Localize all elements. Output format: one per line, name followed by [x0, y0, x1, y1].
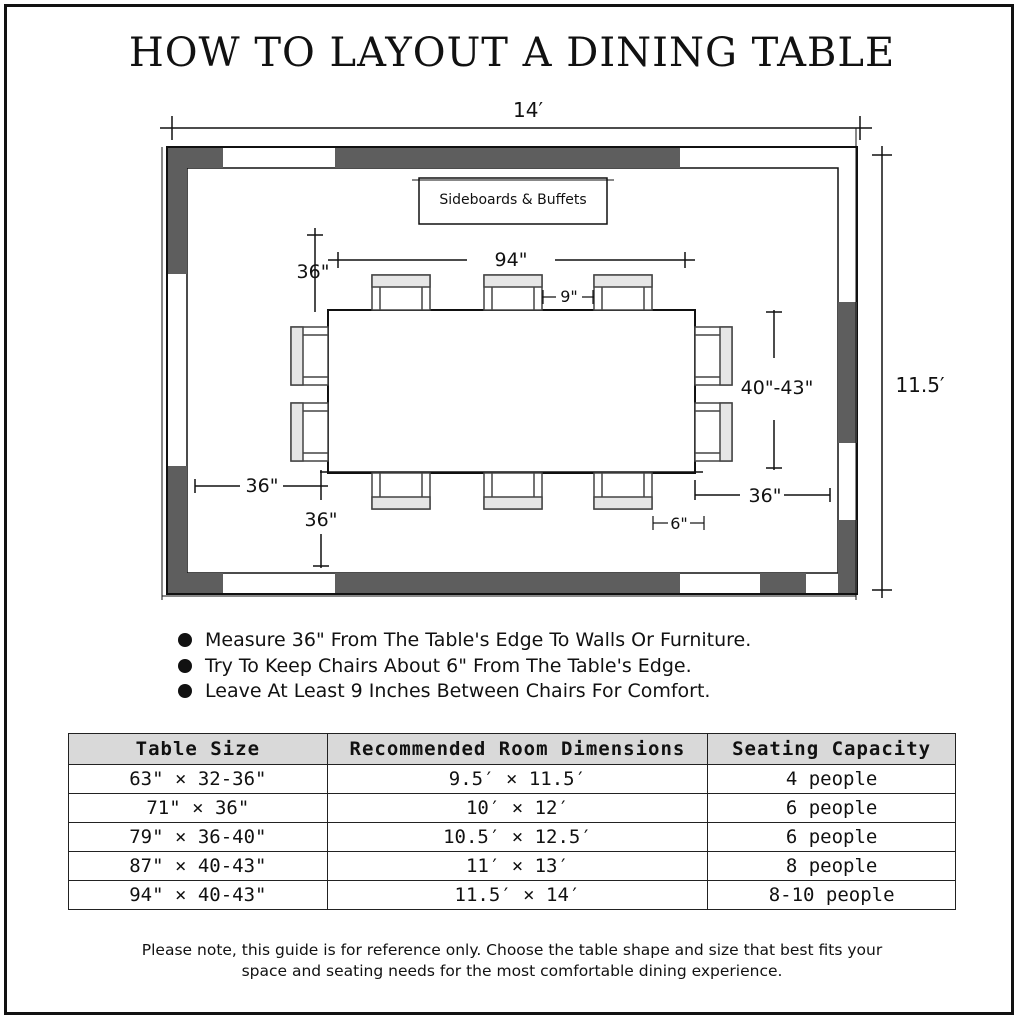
chair [695, 403, 732, 461]
sideboard-label: Sideboards & Buffets [439, 192, 587, 208]
disclaimer-note [60, 940, 964, 982]
tip-item [178, 679, 751, 705]
chair [372, 275, 430, 310]
wall-segment [838, 302, 857, 443]
table-cell: 4 people [708, 765, 956, 794]
chair [484, 275, 542, 310]
table-row [69, 794, 956, 823]
header-seating-capacity: Seating Capacity [708, 734, 956, 765]
wall-segment [838, 520, 857, 593]
chair [291, 327, 328, 385]
bullet-icon [178, 684, 192, 698]
wall-segment [335, 573, 680, 593]
tip-item [178, 654, 751, 680]
table-cell: 10′ × 12′ [327, 794, 708, 823]
clearance-bottom-label: 36" [304, 509, 338, 531]
tip-item [178, 628, 751, 654]
room-width-label: 14′ [513, 98, 543, 122]
clearance-top-label: 36" [296, 261, 330, 283]
bullet-icon [178, 659, 192, 673]
wall-segment [335, 148, 680, 168]
tips-list [178, 628, 751, 705]
table-cell: 9.5′ × 11.5′ [327, 765, 708, 794]
header-room-dimensions: Recommended Room Dimensions [327, 734, 708, 765]
table-cell: 79" × 36-40" [69, 823, 328, 852]
wall-segment [168, 466, 187, 593]
wall-segment [168, 148, 187, 274]
table-cell: 11.5′ × 14′ [327, 881, 708, 910]
dining-table [328, 310, 695, 473]
chair [594, 473, 652, 509]
table-cell: 63" × 32-36" [69, 765, 328, 794]
note-line-2: space and seating needs for the most comfortable dining experience. [241, 962, 783, 980]
size-table [68, 733, 956, 910]
page-title: HOW TO LAYOUT A DINING TABLE [128, 30, 896, 76]
chair [291, 403, 328, 461]
table-cell: 11′ × 13′ [327, 852, 708, 881]
table-cell: 87" × 40-43" [69, 852, 328, 881]
table-width-label: 40"-43" [740, 377, 814, 399]
table-header-row [69, 734, 956, 765]
wall-segment [760, 573, 806, 593]
table-cell: 94" × 40-43" [69, 881, 328, 910]
table-row [69, 881, 956, 910]
clearance-right-label: 36" [748, 485, 782, 507]
clearance-left-label: 36" [245, 475, 279, 497]
chair [594, 275, 652, 310]
table-row [69, 765, 956, 794]
chair-offset-label: 6" [670, 514, 688, 533]
header-table-size: Table Size [69, 734, 328, 765]
table-cell: 6 people [708, 794, 956, 823]
room-length-label: 11.5′ [895, 373, 945, 397]
table-length-label: 94" [494, 249, 528, 271]
table-cell: 6 people [708, 823, 956, 852]
table-row [69, 823, 956, 852]
table-cell: 8 people [708, 852, 956, 881]
chair [372, 473, 430, 509]
tip-text: Leave At Least 9 Inches Between Chairs For Comfort. [205, 680, 711, 702]
table-cell: 10.5′ × 12.5′ [327, 823, 708, 852]
tip-text: Try To Keep Chairs About 6" From The Table's Edge. [205, 654, 692, 677]
table-row [69, 852, 956, 881]
table-cell: 8-10 people [708, 881, 956, 910]
tip-text: Measure 36" From The Table's Edge To Walls Or Furniture. [205, 629, 752, 651]
chair-gap-label: 9" [560, 287, 578, 306]
table-cell: 71" × 36" [69, 794, 328, 823]
chair [484, 473, 542, 509]
note-line-1: Please note, this guide is for reference only. Choose the table shape and size that best fits your [141, 941, 883, 959]
bullet-icon [178, 633, 192, 647]
chair [695, 327, 732, 385]
